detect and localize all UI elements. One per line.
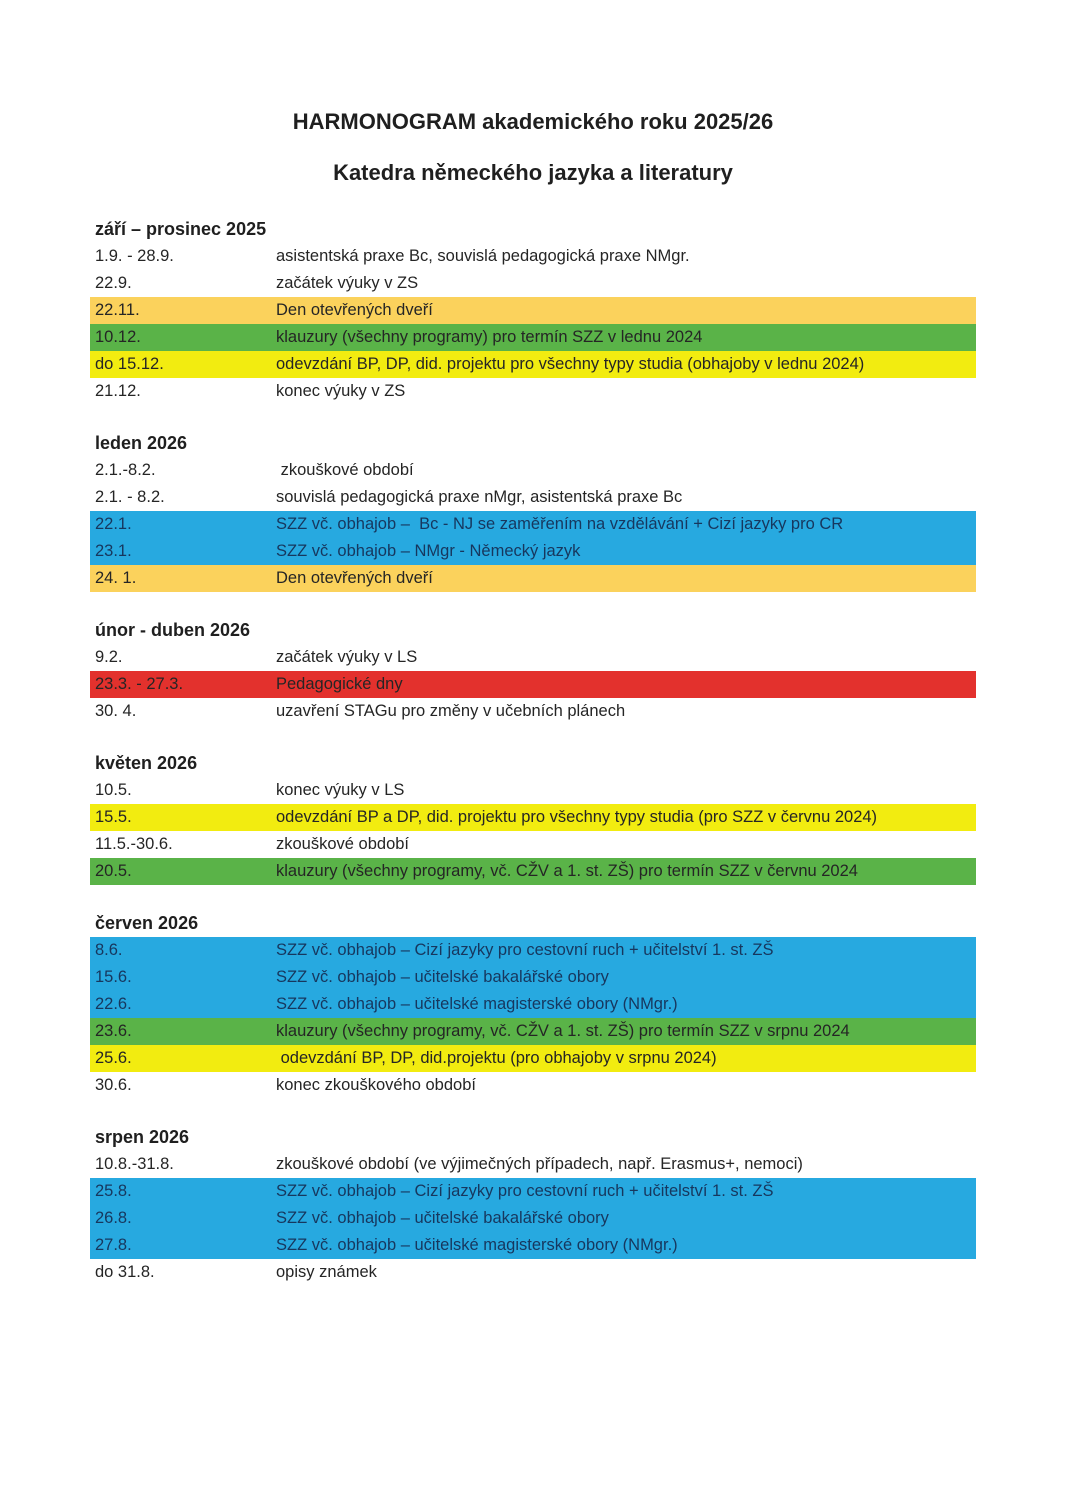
document-title: HARMONOGRAM akademického roku 2025/26 <box>292 109 774 134</box>
schedule-row <box>90 644 976 671</box>
schedule-sections <box>90 216 976 1286</box>
schedule-section <box>90 216 976 405</box>
schedule-row <box>90 1018 976 1045</box>
row-date: 21.12. <box>95 382 141 400</box>
section-heading: únor - duben 2026 <box>95 620 251 640</box>
schedule-row <box>90 1045 976 1072</box>
schedule-section <box>90 1124 976 1286</box>
row-date: do 15.12. <box>95 355 164 373</box>
document-content <box>90 0 976 1311</box>
section-heading: září – prosinec 2025 <box>95 219 267 239</box>
row-date: 15.5. <box>95 808 132 826</box>
row-description: konec výuky v ZS <box>276 382 406 400</box>
row-description: SZZ vč. obhajob – Bc - NJ se zaměřením na vzdělávání + Cizí jazyky pro CR <box>276 515 844 533</box>
row-date: 10.5. <box>95 781 132 799</box>
row-description: souvislá pedagogická praxe nMgr, asistentská praxe Bc <box>276 488 683 506</box>
row-description: konec výuky v LS <box>276 781 405 799</box>
row-description: SZZ vč. obhajob – učitelské bakalářské obory <box>276 968 609 986</box>
schedule-row <box>90 324 976 351</box>
schedule-row <box>90 1151 976 1178</box>
schedule-row <box>90 777 976 804</box>
row-date: 22.9. <box>95 274 132 292</box>
schedule-row <box>90 964 976 991</box>
row-date: 23.6. <box>95 1022 132 1040</box>
row-date: 22.11. <box>95 301 140 319</box>
section-heading: srpen 2026 <box>95 1127 190 1147</box>
row-date: 27.8. <box>95 1236 132 1254</box>
schedule-row <box>90 831 976 858</box>
row-date: 11.5.-30.6. <box>95 835 173 853</box>
section-heading: leden 2026 <box>95 433 188 453</box>
row-description: SZZ vč. obhajob – NMgr - Německý jazyk <box>276 542 581 560</box>
schedule-row <box>90 270 976 297</box>
row-date: 1.9. - 28.9. <box>95 247 174 265</box>
row-description: odevzdání BP, DP, did.projektu (pro obhajoby v srpnu 2024) <box>276 1049 717 1067</box>
row-date: 8.6. <box>95 941 123 959</box>
schedule-row <box>90 1178 976 1205</box>
row-date: 30.6. <box>95 1076 132 1094</box>
row-description: konec zkouškového období <box>276 1076 476 1094</box>
row-date: 25.8. <box>95 1182 132 1200</box>
row-description: Den otevřených dveří <box>276 569 433 587</box>
schedule-row <box>90 1205 976 1232</box>
schedule-row <box>90 1232 976 1259</box>
row-description: Den otevřených dveří <box>276 301 433 319</box>
schedule-row <box>90 565 976 592</box>
schedule-row <box>90 243 976 270</box>
row-description: uzavření STAGu pro změny v učebních plánech <box>276 702 626 720</box>
row-description: klauzury (všechny programy) pro termín SZZ v lednu 2024 <box>276 328 703 346</box>
row-date: 26.8. <box>95 1209 132 1227</box>
schedule-row <box>90 484 976 511</box>
schedule-section <box>90 430 976 592</box>
row-date: 30. 4. <box>95 702 137 720</box>
schedule-row <box>90 297 976 324</box>
row-description: SZZ vč. obhajob – učitelské magisterské obory (NMgr.) <box>276 995 678 1013</box>
schedule-row <box>90 378 976 405</box>
schedule-row <box>90 991 976 1018</box>
row-description: SZZ vč. obhajob – učitelské bakalářské obory <box>276 1209 609 1227</box>
schedule-row <box>90 511 976 538</box>
row-description: asistentská praxe Bc, souvislá pedagogická praxe NMgr. <box>276 247 690 265</box>
row-date: 25.6. <box>95 1049 132 1067</box>
row-description: odevzdání BP a DP, did. projektu pro všechny typy studia (pro SZZ v červnu 2024) <box>276 808 878 826</box>
row-date: 22.1. <box>95 515 132 533</box>
document-subtitle: Katedra německého jazyka a literatury <box>333 160 733 185</box>
row-description: zkouškové období <box>276 835 410 853</box>
schedule-section <box>90 617 976 725</box>
row-date: 23.3. - 27.3. <box>95 675 184 693</box>
schedule-row <box>90 1072 976 1099</box>
schedule-section <box>90 910 976 1099</box>
schedule-row <box>90 457 976 484</box>
row-date: 10.8.-31.8. <box>95 1155 174 1173</box>
row-date: 23.1. <box>95 542 132 560</box>
row-date: 15.6. <box>95 968 132 986</box>
row-date: do 31.8. <box>95 1263 155 1281</box>
schedule-row <box>90 671 976 698</box>
row-date: 20.5. <box>95 862 132 880</box>
row-description: opisy známek <box>276 1263 377 1281</box>
section-heading: červen 2026 <box>95 913 199 933</box>
row-date: 22.6. <box>95 995 132 1013</box>
row-description: začátek výuky v ZS <box>276 274 419 292</box>
schedule-row <box>90 351 976 378</box>
schedule-row <box>90 698 976 725</box>
schedule-row <box>90 937 976 964</box>
row-description: zkouškové období <box>276 461 414 479</box>
row-description: zkouškové období (ve výjimečných případech, např. Erasmus+, nemoci) <box>276 1155 803 1173</box>
row-description: začátek výuky v LS <box>276 648 418 666</box>
row-description: SZZ vč. obhajob – Cizí jazyky pro cestovní ruch + učitelství 1. st. ZŠ <box>276 1182 774 1200</box>
row-description: Pedagogické dny <box>276 675 403 693</box>
row-date: 2.1.-8.2. <box>95 461 156 479</box>
row-description: odevzdání BP, DP, did. projektu pro všechny typy studia (obhajoby v lednu 2024) <box>276 355 865 373</box>
schedule-row <box>90 1259 976 1286</box>
schedule-row <box>90 858 976 885</box>
schedule-row <box>90 804 976 831</box>
row-description: klauzury (všechny programy, vč. CŽV a 1. st. ZŠ) pro termín SZZ v červnu 2024 <box>276 862 858 880</box>
row-date: 24. 1. <box>95 569 137 587</box>
row-date: 2.1. - 8.2. <box>95 488 165 506</box>
row-description: SZZ vč. obhajob – učitelské magisterské obory (NMgr.) <box>276 1236 678 1254</box>
row-date: 9.2. <box>95 648 123 666</box>
section-heading: květen 2026 <box>95 753 198 773</box>
row-description: klauzury (všechny programy, vč. CŽV a 1. st. ZŠ) pro termín SZZ v srpnu 2024 <box>276 1022 850 1040</box>
schedule-row <box>90 538 976 565</box>
row-description: SZZ vč. obhajob – Cizí jazyky pro cestovní ruch + učitelství 1. st. ZŠ <box>276 941 774 959</box>
schedule-section <box>90 750 976 885</box>
row-date: 10.12. <box>95 328 141 346</box>
